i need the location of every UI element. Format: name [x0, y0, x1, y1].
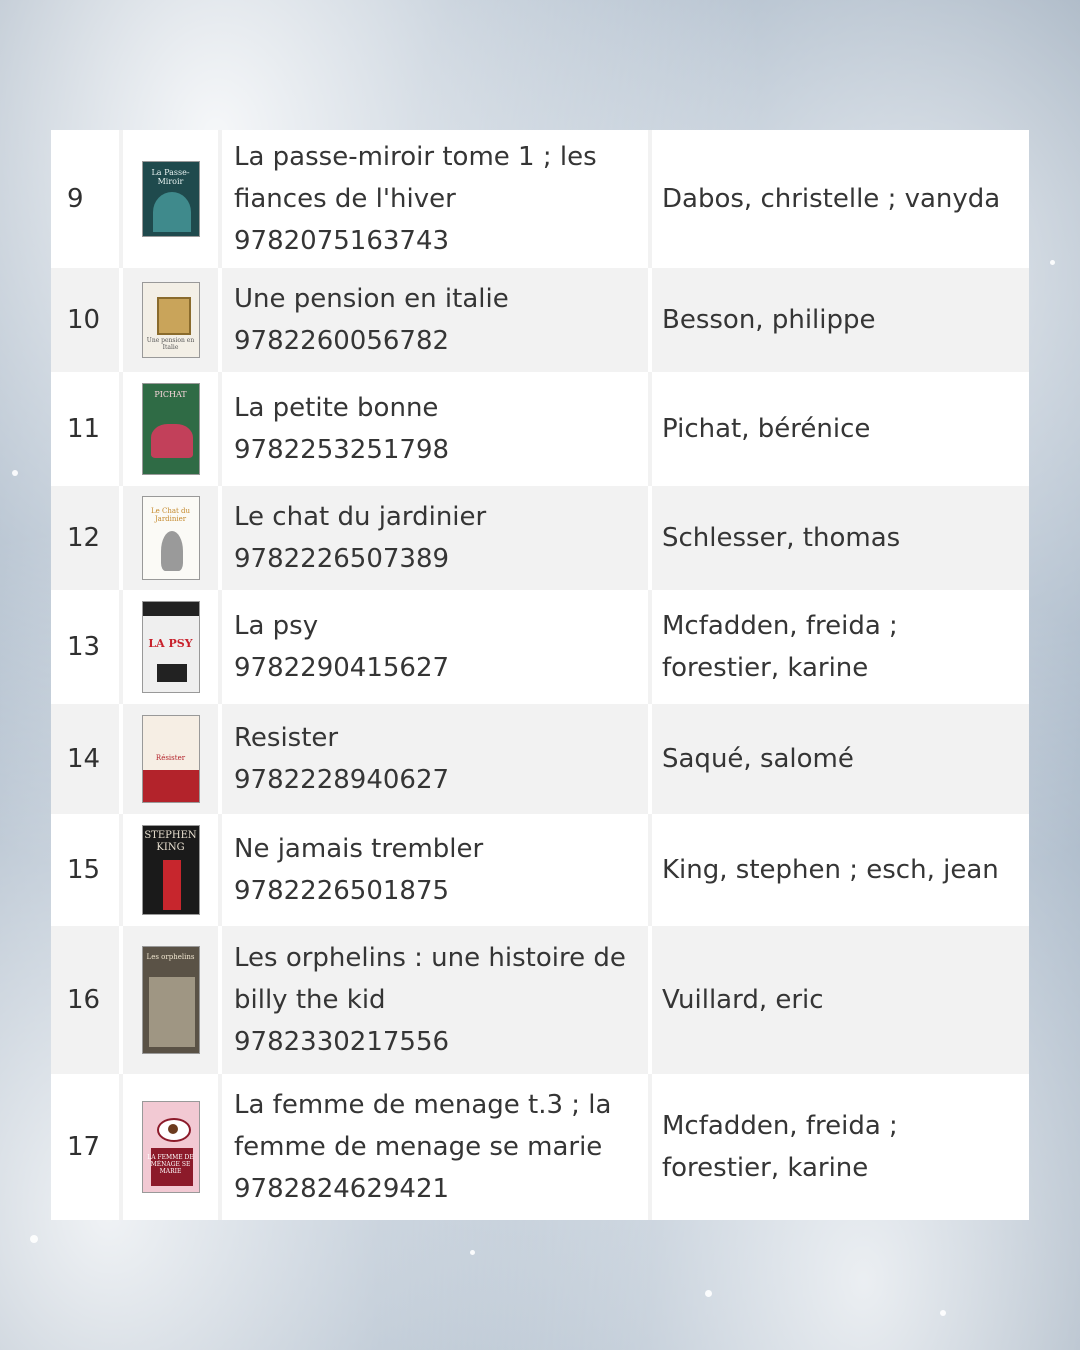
rank: 9: [51, 130, 119, 268]
book-title-line: Resister: [234, 723, 339, 753]
cover-text: Une pension en Italie: [146, 337, 195, 351]
author: Besson, philippe: [652, 268, 1029, 372]
cover-text: Résister: [155, 754, 186, 762]
table-row: [51, 1074, 1029, 1220]
author: Pichat, bérénice: [652, 372, 1029, 486]
table-row: [51, 926, 1029, 1074]
rank: 13: [51, 590, 119, 704]
book-cover[interactable]: [142, 496, 200, 580]
book-title-line: billy the kid: [234, 985, 386, 1015]
rank: 11: [51, 372, 119, 486]
cover-text: STEPHEN KING: [144, 830, 197, 853]
isbn: 9782290415627: [234, 653, 450, 683]
cover-text: LA PSY: [148, 637, 193, 650]
isbn: 9782075163743: [234, 226, 450, 256]
rank: 17: [51, 1074, 119, 1220]
book-title-line: La petite bonne: [234, 393, 439, 423]
cover-text: Le Chat du Jardinier: [150, 507, 191, 523]
author: Vuillard, eric: [652, 926, 1029, 1074]
book-title-line: Une pension en italie: [234, 284, 509, 314]
author: Mcfadden, freida ; forestier, karine: [652, 590, 1029, 704]
book-cover[interactable]: [142, 601, 200, 693]
book-title-line: La passe-miroir tome 1 ; les: [234, 142, 597, 172]
table-row: [51, 372, 1029, 486]
isbn: 9782226501875: [234, 876, 450, 906]
isbn: 9782226507389: [234, 544, 450, 574]
cover-text: Les orphelins: [146, 953, 195, 961]
rank: 14: [51, 704, 119, 814]
book-title-line: La femme de menage t.3 ; la: [234, 1090, 612, 1120]
book-cover[interactable]: [142, 161, 200, 237]
cover-text: PICHAT: [154, 390, 187, 399]
rank: 10: [51, 268, 119, 372]
table-row: [51, 704, 1029, 814]
book-title-line: femme de menage se marie: [234, 1132, 603, 1162]
table-row: [51, 268, 1029, 372]
book-title-line: La psy: [234, 611, 319, 641]
cover-text: La Passe-Miroir: [151, 168, 190, 186]
table-row: [51, 486, 1029, 590]
book-title-line: Ne jamais trembler: [234, 834, 484, 864]
book-cover[interactable]: [142, 715, 200, 803]
isbn: 9782253251798: [234, 435, 450, 465]
author: Dabos, christelle ; vanyda: [652, 130, 1029, 268]
cover-text: LA FEMME DE MÉNAGE SE MARIE: [147, 1154, 194, 1175]
author: King, stephen ; esch, jean: [652, 814, 1029, 926]
table-row: [51, 590, 1029, 704]
table-row: [51, 814, 1029, 926]
book-cover[interactable]: [142, 383, 200, 475]
book-cover[interactable]: [142, 1101, 200, 1193]
rank: 15: [51, 814, 119, 926]
isbn: 9782330217556: [234, 1027, 450, 1057]
author: Schlesser, thomas: [652, 486, 1029, 590]
table-row: [51, 130, 1029, 268]
book-cover[interactable]: [142, 282, 200, 358]
rank: 12: [51, 486, 119, 590]
bestseller-table: [51, 130, 1029, 1220]
book-title-line: Le chat du jardinier: [234, 502, 487, 532]
rank: 16: [51, 926, 119, 1074]
book-title-line: Les orphelins : une histoire de: [234, 943, 626, 973]
isbn: 9782228940627: [234, 765, 450, 795]
author: Mcfadden, freida ; forestier, karine: [652, 1074, 1029, 1220]
isbn: 9782824629421: [234, 1174, 450, 1204]
book-cover[interactable]: [142, 946, 200, 1054]
book-cover[interactable]: [142, 825, 200, 915]
author: Saqué, salomé: [652, 704, 1029, 814]
isbn: 9782260056782: [234, 326, 450, 356]
book-title-line: fiances de l'hiver: [234, 184, 456, 214]
